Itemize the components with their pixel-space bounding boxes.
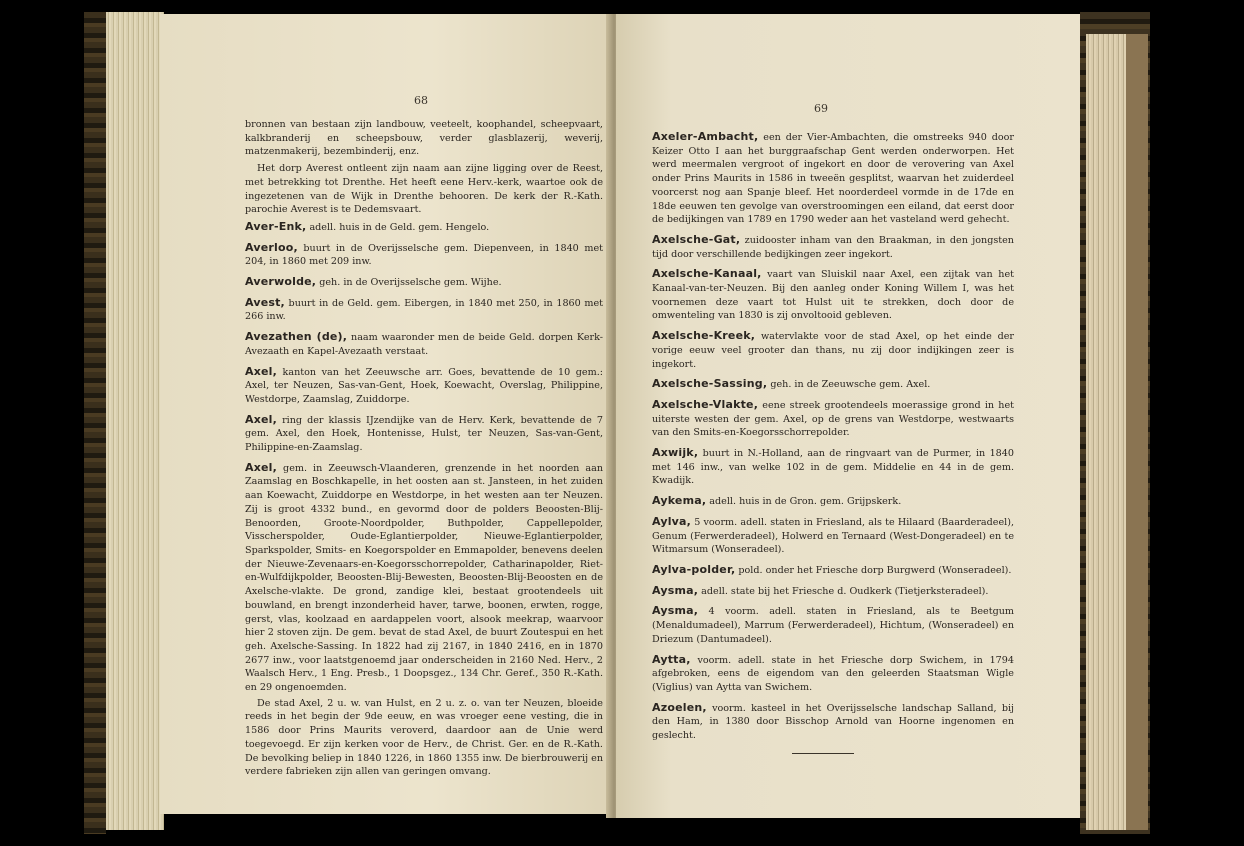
dictionary-entry xyxy=(652,515,1014,557)
definition: voorm. adell. state in het Friesche dorp Swichem, in 1794 afgebroken, eens de eigendom van den geleerden Staatsman Wigle (Viglius) van Aytta van Swichem. xyxy=(652,654,1014,693)
definition: zuidooster inham van den Braakman, in den jongsten tijd door verschillende bedijkingen zeer ingekort. xyxy=(652,234,1014,260)
dictionary-entry xyxy=(652,130,1014,227)
paragraph: De stad Axel, 2 u. w. van Hulst, en 2 u. z. o. van ter Neuzen, bloeide reeds in het begin der 9de eeuw, en was vroeger eene vesting, die in 1586 door Prins Maurits veroverd, daardoor aan de Unie werd toegevoegd. Er zijn kerken voor de Herv., de Christ. Ger. en de R.-Kath. De bevolking beliep in 1840 1226, in 1860 1355 inw. De bierbrouwerij en verdere fabrieken zijn allen van geringen omvang. xyxy=(245,697,603,778)
headword: Axwijk, xyxy=(652,446,699,460)
definition: naam waaronder men de beide Geld. dorpen Kerk-Avezaath en Kapel-Avezaath verstaat. xyxy=(245,332,603,357)
dictionary-entry xyxy=(245,461,603,695)
definition: voorm. kasteel in het Overijsselsche landschap Salland, bij den Ham, in 1380 door Bisschop Arnold van Hoorne ingenomen en geslecht. xyxy=(652,702,1014,742)
dictionary-entry xyxy=(652,653,1014,695)
paragraph: Het dorp Averest ontleent zijn naam aan zijne ligging over de Reest, met betrekking tot Drenthe. Het heeft eene Herv.-kerk, waartoe ook de ingezetenen van de Wijk in Drenthe behooren. De kerk der R.-Kath. parochie Averest is te Dedemsvaart. xyxy=(245,163,603,216)
definition: een der Vier-Ambachten, die omstreeks 940 door Keizer Otto I aan het burggraafschap Gent werden onderworpen. Het werd meermalen vergroot of ingekort en door de verovering van Axel onder Prins Maurits in 1586 in tweeën gesplitst, waarvan het zuiderdeel voorcerst nog aan Spanje bleef. Het noorderdeel vormde in de 17de en 18de eeuwen ten gevolge van overstroomingen een eiland, dat eerst door de bedijkingen van 1789 en 1790 weder aan het vasteland werd gehecht. xyxy=(652,132,1014,226)
dictionary-entry xyxy=(652,446,1014,488)
headword: Avezathen (de), xyxy=(245,330,348,344)
headword: Aykema, xyxy=(652,494,707,508)
definition: gem. in Zeeuwsch-Vlaanderen, grenzende in het noorden aan Zaamslag en Boschkapelle, in het oosten aan st. Jansteen, in het zuiden aan Koewacht, Zuiddorpe en Westdorpe, in het westen aan ter Neuzen. Zij is groot 4332 bund., en gevormd door de polders Beoosten-Blij-Benoorden, Groote-Noordpolder, Buthpolder, Cappellepolder, Visscherspolder, Oude-Eglantierpolder, Nieuwe-Eglantierpolder, Sparkspolder, Smits- en Koegorspolder en Emmapolder, benevens deelen der Nieuwe-Zevenaars-en-Koegorsschorrepolder, Catharinapolder, Riet-en-Wulfdijkpolder, Beoosten-Blij-Bewesten, Beoosten-Blij-Beoosten en de Axelsche-vlakte. De grond, zandige klei, bestaat grootendeels uit bouwland, en brengt inzonderheid haver, tarwe, boonen, erwten, rogge, gerst, vlas, koolzaad en aardappelen voort, alsook meekrap, waarvoor hier 2 stoven zijn. De gem. bevat de stad Axel, de buurt Zoutespui en het geh. Axelsche-Sassing. In 1822 had zij 2167, in 1840 2416, en in 1870 2677 inw., voor laatstgenoemd jaar onderscheiden in 2160 Ned. Herv., 2 Waalsch Herv., 1 Eng. Presb., 1 Doopsgez., 134 Chr. Geref., 350 R.-Kath. en 29 ongenoemden. xyxy=(245,462,603,694)
definition: adell. state bij het Friesche d. Oudkerk (Tietjerksteradeel). xyxy=(698,585,989,597)
definition: ring der klassis IJzendijke van de Herv. Kerk, bevattende de 7 gem. Axel, den Hoek, Hontenisse, Hulst, ter Neuzen, Sas-van-Gent, Philippine-en-Zaamslag. xyxy=(245,414,603,454)
book-binding-left xyxy=(84,12,106,834)
dictionary-entry xyxy=(652,329,1014,371)
dictionary-entry xyxy=(652,563,1014,578)
headword: Averloo, xyxy=(245,240,298,254)
dictionary-entry xyxy=(245,296,603,324)
book-cover-right xyxy=(1126,34,1148,830)
headword: Aylva-polder, xyxy=(652,562,736,576)
headword: Axelsche-Gat, xyxy=(652,232,741,246)
headword: Axel, xyxy=(245,460,278,474)
headword: Aytta, xyxy=(652,652,691,666)
dictionary-entry xyxy=(652,494,1014,509)
headword: Averwolde, xyxy=(245,275,317,289)
headword: Axelsche-Vlakte, xyxy=(652,397,759,411)
dictionary-entry xyxy=(245,365,603,407)
left-page xyxy=(160,14,612,814)
definition: geh. in de Overijsselsche gem. Wijhe. xyxy=(316,277,502,289)
dictionary-entry xyxy=(245,413,603,455)
page-edges-left xyxy=(106,12,164,830)
dictionary-entry xyxy=(245,220,603,235)
headword: Aver-Enk, xyxy=(245,219,307,233)
definition: geh. in de Zeeuwsche gem. Axel. xyxy=(767,379,931,391)
headword: Axel, xyxy=(245,412,278,426)
definition: adell. huis in de Gron. gem. Grijpskerk. xyxy=(706,496,902,508)
page-number-left: 68 xyxy=(414,94,428,107)
dictionary-entry xyxy=(245,275,603,290)
dictionary-entry xyxy=(652,267,1014,323)
headword: Axel, xyxy=(245,364,278,378)
left-page-text xyxy=(245,118,603,782)
definition: kanton van het Zeeuwsche arr. Goes, bevattende de 10 gem.: Axel, ter Neuzen, Sas-van-Gent, Hoek, Koewacht, Overslag, Philippine, Westdorpe, Zaamslag, Zuiddorpe. xyxy=(245,366,603,405)
page-edges-right xyxy=(1086,34,1126,830)
headword: Axeler-Ambacht, xyxy=(652,130,759,143)
definition: buurt in de Overijsselsche gem. Diepenveen, in 1840 met 204, in 1860 met 209 inw. xyxy=(245,242,603,268)
definition: eene streek grootendeels moerassige grond in het uiterste westen der gem. Axel, op de grens van Westdorpe, westwaarts van den Smits-en-Koegorsschorrepolder. xyxy=(652,399,1014,439)
definition: buurt in N.-Holland, aan de ringvaart van de Purmer, in 1840 met 146 inw., van welke 102 in de gem. Middelie en 44 in de gem. Kwadijk. xyxy=(652,448,1014,487)
definition: 5 voorm. adell. staten in Friesland, als te Hilaard (Baarderadeel), Genum (Ferwerderadeel), Holwerd en Ternaard (West-Dongeradeel) en te Witmarsum (Wonseradeel). xyxy=(652,516,1014,556)
headword: Axelsche-Kanaal, xyxy=(652,267,762,281)
right-page xyxy=(616,14,1080,818)
definition: 4 voorm. adell. staten in Friesland, als te Beetgum (Menaldumadeel), Marrum (Ferwerderadeel), Hichtum, (Wonseradeel) en Driezum (Dantumadeel). xyxy=(652,606,1014,645)
dictionary-entry xyxy=(652,377,1014,392)
headword: Aylva, xyxy=(652,514,692,528)
dictionary-entry xyxy=(652,584,1014,599)
right-page-text xyxy=(652,130,1014,754)
definition: pold. onder het Friesche dorp Burgwerd (Wonseradeel). xyxy=(735,564,1012,576)
page-number-right: 69 xyxy=(814,102,828,115)
dictionary-entry xyxy=(245,241,603,269)
headword: Avest, xyxy=(245,295,285,309)
headword: Aysma, xyxy=(652,583,699,597)
headword: Azoelen, xyxy=(652,700,707,714)
dictionary-entry xyxy=(652,701,1014,743)
definition: watervlakte voor de stad Axel, op het einde der vorige eeuw veel grooter dan thans, nu zij door indijkingen zeer is ingekort. xyxy=(652,331,1014,370)
dictionary-entry xyxy=(652,604,1014,646)
definition: adell. huis in de Geld. gem. Hengelo. xyxy=(306,221,490,233)
definition: buurt in de Geld. gem. Eibergen, in 1840 met 250, in 1860 met 266 inw. xyxy=(245,297,603,323)
headword: Axelsche-Sassing, xyxy=(652,377,768,391)
headword: Aysma, xyxy=(652,604,699,618)
dictionary-entry xyxy=(245,330,603,358)
dictionary-entry xyxy=(652,398,1014,440)
definition: vaart van Sluiskil naar Axel, een zijtak van het Kanaal-van-ter-Neuzen. Bij den aanleg onder Koning Willem I, was het voornemen deze vaart tot Hulst uit te strekken, doch door de omwenteling van 1830 is zij onvoltooid gebleven. xyxy=(652,269,1014,322)
end-rule xyxy=(792,753,854,754)
headword: Axelsche-Kreek, xyxy=(652,329,756,343)
dictionary-entry xyxy=(652,233,1014,261)
paragraph: bronnen van bestaan zijn landbouw, veeteelt, koophandel, scheepvaart, kalkbranderij en scheepsbouw, verder glasblazerij, weverij, matzenmakerij, bezembinderij, enz. xyxy=(245,119,603,158)
